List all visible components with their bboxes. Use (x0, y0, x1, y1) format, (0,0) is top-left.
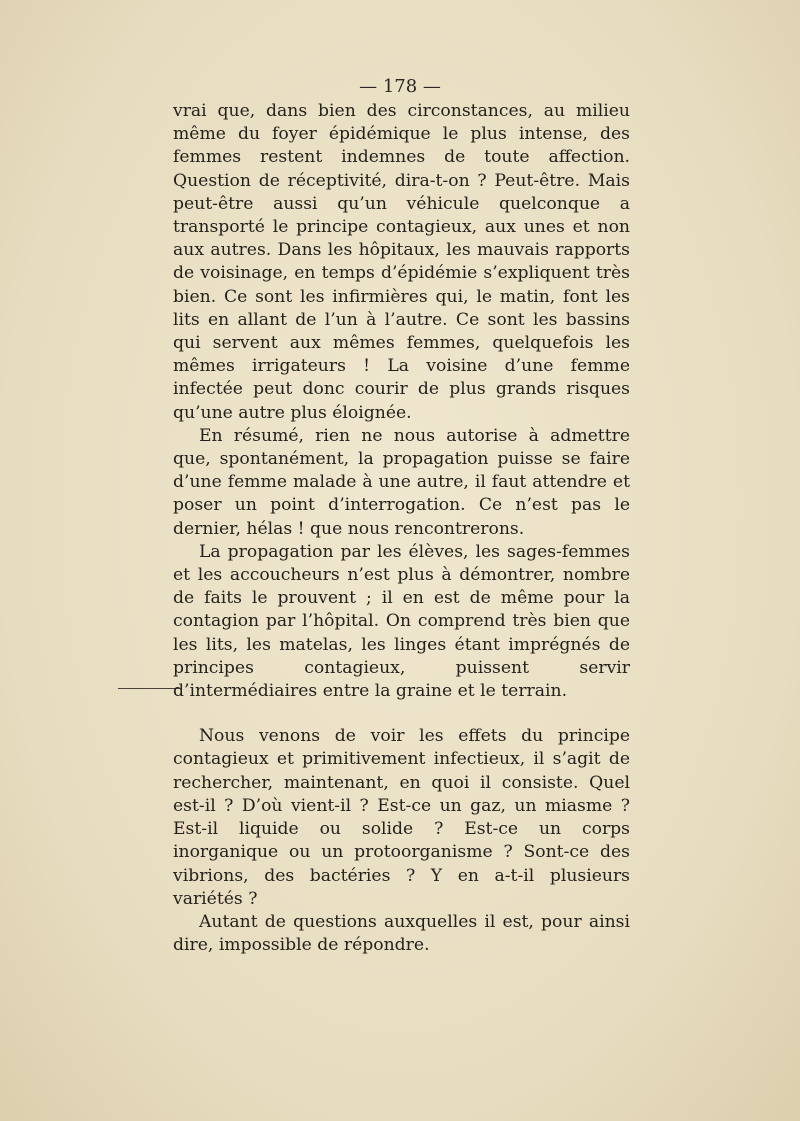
paragraph-1: vrai que, dans bien des circonstances, au milieu même du foyer épidémique le plus intense, des femmes restent indemnes de toute affection. Question de réceptivité, dira-t-on ? Peut-être. Mais peut-être aussi qu’un véhicule quelconque a transporté le principe contagieux, aux unes et non aux autres. Dans les hôpitaux, les mauvais rapports de voisinage, en temps d’épidémie s’expliquent très bien. Ce sont les infirmières qui, le matin, font les lits en allant de l’un à l’autre. Ce sont les bassins qui servent aux mêmes femmes, quelquefois les mêmes irrigateurs ! La voisine d’une femme infectée peut donc courir de plus grands risques qu’une autre plus éloignée. (173, 101, 630, 423)
paragraph-4: Nous venons de voir les effets du principe contagieux et primitivement infectieux, il s’agit de rechercher, maintenant, en quoi il consiste. Quel est-il ? D’où vient-il ? Est-ce un gaz, un miasme ? Est-il liquide ou solide ? Est-ce un corps inorganique ou un protoorganisme ? Sont-ce des vibrions, des bactéries ? Y en a-t-il plusieurs variétés ? (173, 726, 630, 909)
body-text (173, 100, 630, 957)
paragraph-3: La propagation par les élèves, les sages-femmes et les accoucheurs n’est plus à démontrer, nombre de faits le prouvent ; il en est de même pour la contagion par l’hôpital. On comprend très bien que les lits, les matelas, les linges étant imprégnés de principes contagieux, puissent servir d’intermédiaires entre la graine et le terrain. (173, 541, 630, 702)
page-number: — 178 — (359, 76, 441, 97)
margin-rule (118, 688, 180, 689)
paragraph-5: Autant de questions auxquelles il est, pour ainsi dire, impossible de répondre. (173, 911, 630, 956)
section-gap (173, 703, 630, 725)
paragraph-2: En résumé, rien ne nous autorise à admettre que, spontanément, la propagation puisse se faire d’une femme malade à une autre, il faut attendre et poser un point d’interrogation. Ce n’est pas le dernier, hélas ! que nous rencontrerons. (173, 425, 630, 539)
